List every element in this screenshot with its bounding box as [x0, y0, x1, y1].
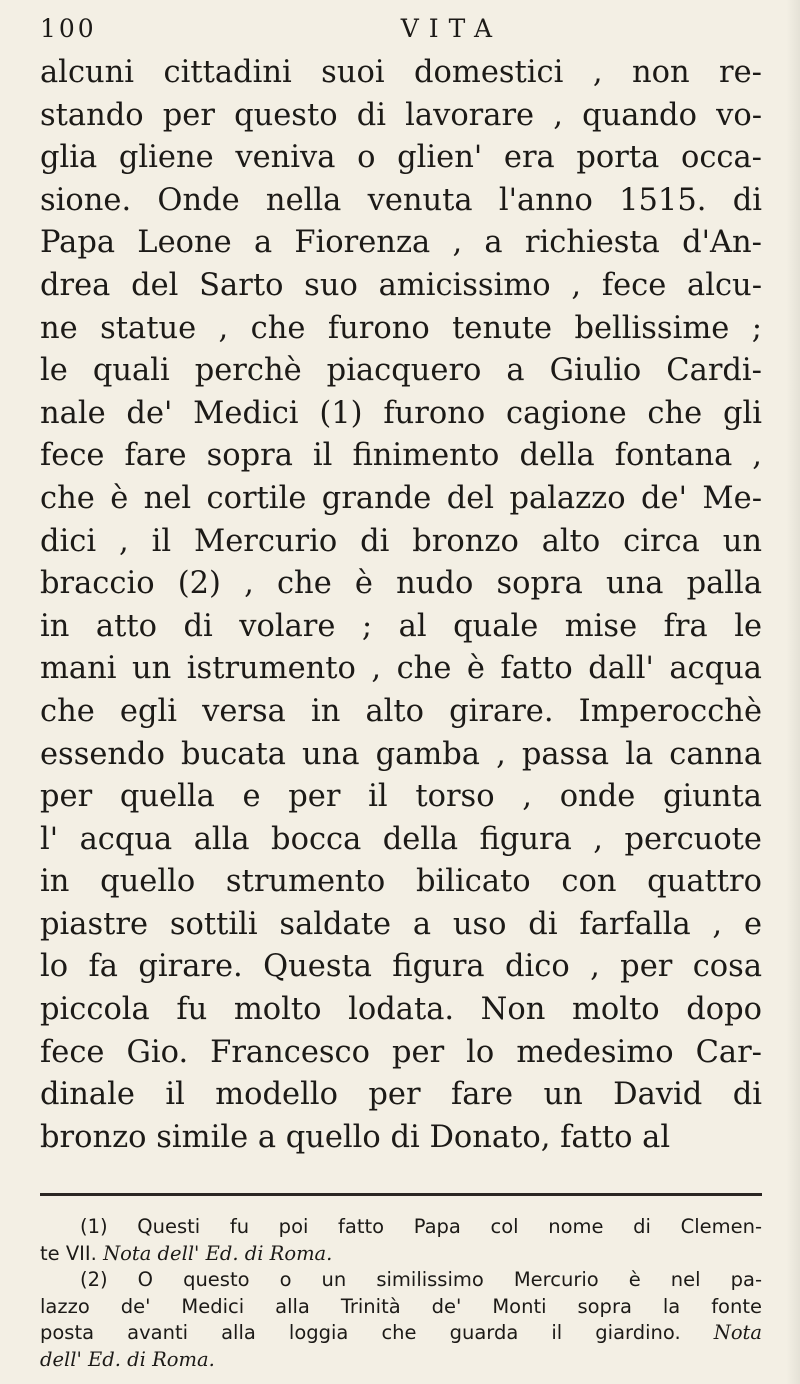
body-line: piastre sottili saldate a uso di farfalla , e [40, 906, 762, 942]
body-line: l' acqua alla bocca della figura , percuote [40, 821, 762, 857]
body-line: essendo bucata una gamba , passa la canna [40, 736, 762, 772]
body-text [40, 52, 762, 1159]
page-edge-shadow [786, 0, 800, 1384]
body-line: nale de' Medici (1) furono cagione che gli [40, 395, 762, 431]
body-line: dici , il Mercurio di bronzo alto circa un [40, 523, 762, 559]
footnote-2-source-label: Nota [713, 1321, 763, 1345]
body-line: le quali perchè piacquero a Giulio Cardi- [40, 353, 762, 389]
page-number: 100 [40, 14, 97, 43]
footnote-1-continuation: te VII. [40, 1241, 97, 1265]
footnote-divider [40, 1193, 762, 1196]
body-line: glia gliene veniva o glien' era porta occa- [40, 140, 762, 176]
body-line: alcuni cittadini suoi domestici , non re- [40, 55, 762, 90]
body-line: fece Gio. Francesco per lo medesimo Car- [40, 1034, 762, 1070]
footnote-1-line [40, 1241, 762, 1268]
footnote-1-line: (1) Questi fu poi fatto Papa col nome di Clemen- [80, 1215, 762, 1239]
body-line: lo fa girare. Questa figura dico , per cosa [40, 949, 762, 985]
running-title: VITA [400, 14, 502, 43]
footnote-2-line: lazzo de' Medici alla Trinità de' Monti sopra la fonte [40, 1294, 762, 1318]
body-line: dinale il modello per fare un David di [40, 1077, 762, 1113]
footnote-2-source: dell' Ed. di Roma. [40, 1347, 215, 1371]
body-line: ne statue , che furono tenute bellissime ; [40, 310, 762, 346]
body-line: stando per questo di lavorare , quando vo- [40, 97, 762, 133]
footnotes [40, 1214, 762, 1373]
body-line: piccola fu molto lodata. Non molto dopo [40, 992, 762, 1028]
footnote-1-source: Nota dell' Ed. di Roma. [103, 1241, 333, 1265]
footnote-2-line [40, 1320, 762, 1347]
footnote-2-line: (2) O questo o un similissimo Mercurio è nel pa- [80, 1268, 762, 1292]
body-line: in atto di volare ; al quale mise fra le [40, 608, 762, 644]
body-line: che egli versa in alto girare. Imperocchè [40, 693, 762, 729]
body-line: in quello strumento bilicato con quattro [40, 864, 762, 900]
body-line: bronzo simile a quello di Donato, fatto al [40, 1119, 671, 1155]
body-line: fece fare sopra il finimento della fontana , [40, 438, 762, 474]
body-line: mani un istrumento , che è fatto dall' acqua [40, 651, 762, 687]
body-line: braccio (2) , che è nudo sopra una palla [40, 566, 762, 602]
body-line: che è nel cortile grande del palazzo de' Me- [40, 480, 762, 516]
body-line: Papa Leone a Fiorenza , a richiesta d'An- [40, 225, 762, 261]
running-head [40, 14, 762, 50]
body-line: per quella e per il torso , onde giunta [40, 779, 762, 815]
body-line: sione. Onde nella venuta l'anno 1515. di [40, 182, 762, 218]
footnote-2-text: posta avanti alla loggia che guarda il giardino. [40, 1321, 681, 1345]
body-line: drea del Sarto suo amicissimo , fece alcu- [40, 267, 762, 303]
